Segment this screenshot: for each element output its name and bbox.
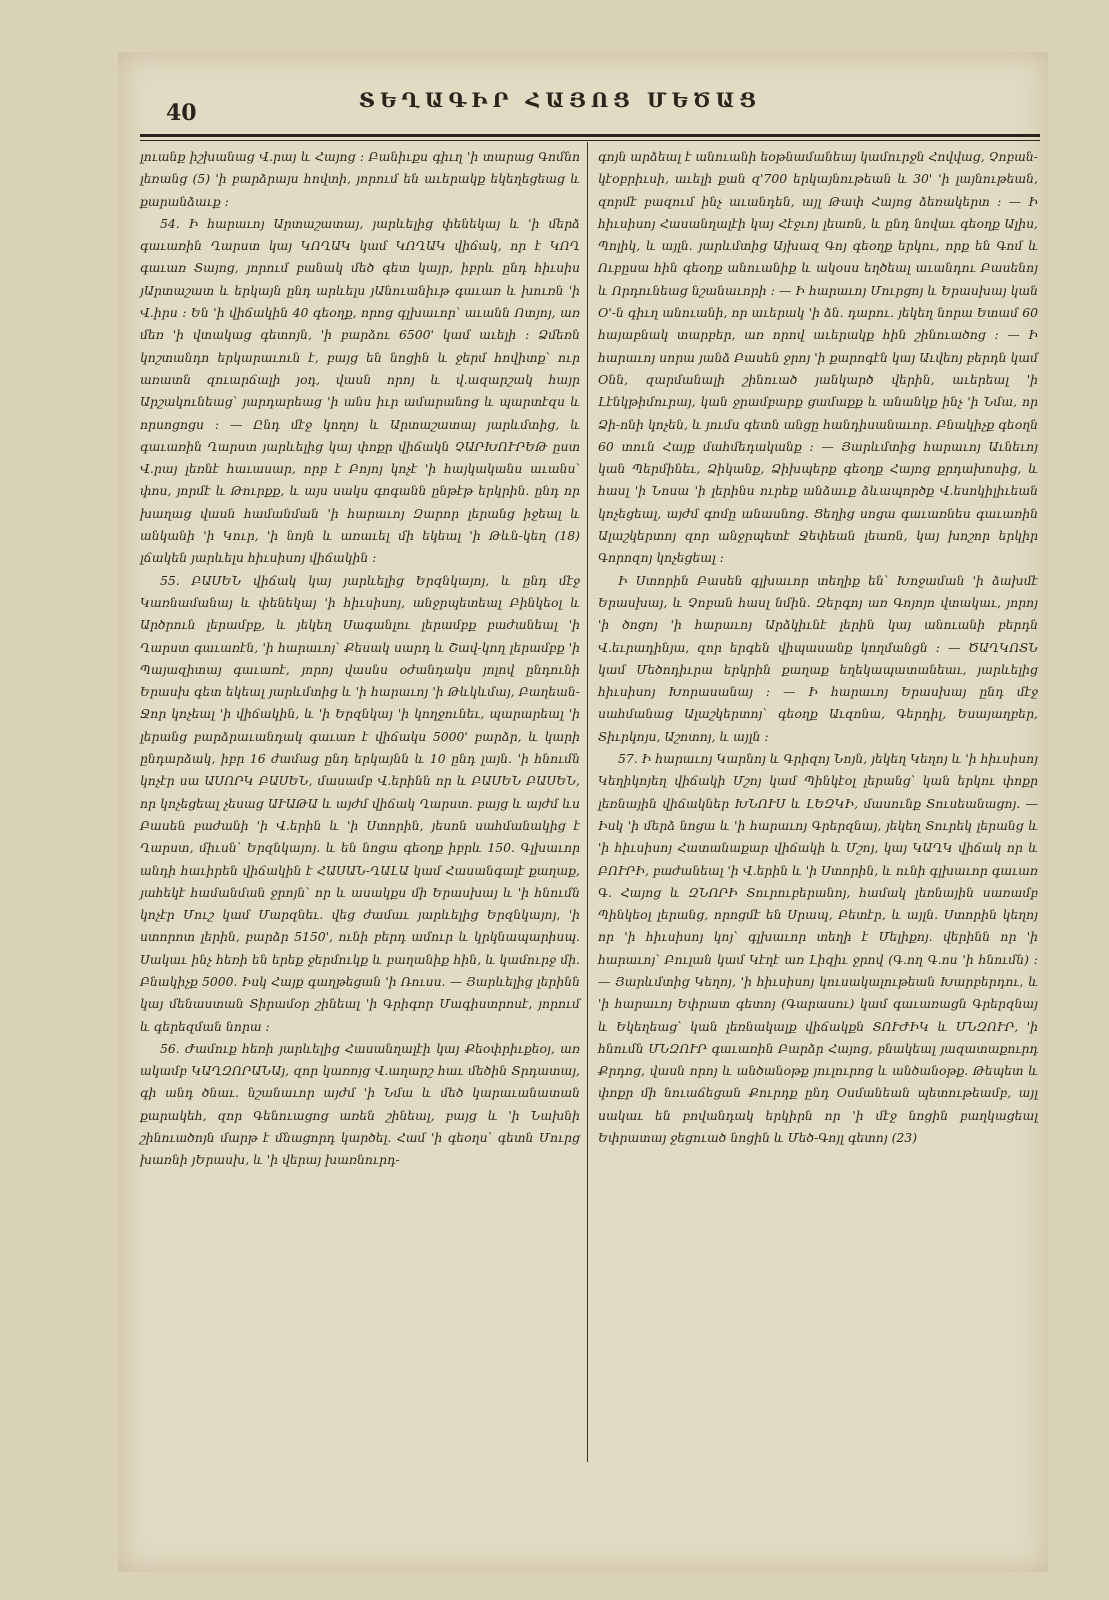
header-rule-thin (140, 140, 1040, 141)
left-column (140, 146, 580, 1172)
column-divider (587, 142, 588, 1462)
paragraph: լուանք իշխանաց Վ.րայ և Հայոց ։ Բանիւքս գիւղ 'ի տարաց Գոմնո լեռանց (5) 'ի բարձրայս հովտի, յորում են աւերակք եկեղեցեաց և քարանձաւք ։ (140, 149, 580, 209)
paragraph-54: 54. Ի հարաւոյ Արտաշատայ, յարևելից փենեկայ և 'ի մերձ գաւառին Ղարստ կայ ԿՈՂԱԿ կամ ԿՈՂԱԿ վիճակ, որ է ԿՈՂ գաւառ Տայոց, յորում բանակ մեծ գետ կայր, իբրև ընդ հիւսիս յԱրտաշատ և երկայն ընդ արևելս յԱնուանիւթ գաւառ և խուռն 'ի Վ.իրս ։ Են 'ի վիճակին 40 գեօղք, որոց գլխաւոր՝ աւանն Ոտյոյ, առ մեռ 'ի վտակաց գետոյն, 'ի բարձու 6500' կամ աւելի ։ Ձմեռն կոշտանդո երկարաւուն է, բայց են նոցին և ջերմ հովիտք՝ ուր առատն զուարճալի յօդ, վասն որոյ և վ.ազարշակ հայր Արշակունեաց՝ յարդարեաց 'ի անս իւր ամարանոց և պարտէզս և որսոցոցս ։ — Ընդ մէջ կողոյ և Արտաշատայ յարևմտից, և գաւառին Ղարստ յարևելից կայ փոքր վիճակն ՉԱՐԽՈՒՐԵԹ ըստ Վ.րայ լեռնէ հաւասար, որբ է Բոյոյ կոչէ 'ի հայկականս աւանս՝ փոս, յորմէ և Թուրքք, և այս սակս գոգանն ընթէթ երկրին. ընդ որ խաղաց վասն համանման 'ի հարաւոյ Զարոր լերանց իջեալ և անկանի 'ի Կուր, 'ի նոյն և առաւել մի եկեալ 'ի Թևն-կեղ (18) լճակեն յարևելս հիւսիսոյ վիճակին ։ (140, 215, 580, 566)
running-title: ՏԵՂԱԳԻՐ ՀԱՅՈՑ ՄԵԾԱՑ (358, 88, 762, 112)
paragraph-55: 55. ԲԱՍԵՆ վիճակ կայ յարևելից Երզնկայոյ, և ընդ մէջ Կառնամանայ և փենեկայ 'ի հիւսիսոյ, անջրպետեալ Բինկեօլ և Արծրուն լերամբք, և յեկեղ Սագանլու լերամբք բաժանեալ 'ի Ղարստ գաւառէն, 'ի հարաւոյ՝ Քեսակ սարդ և Շավ-կող լերամբք 'ի Պայազիտայ գաւառէ, յորոյ վասնս օժանդակս յոլով ընդունի Երասխ գետ եկեալ յարևմտից և 'ի հարաւոյ 'ի Թևկևմայ, Բաղեան-Ջոր կոչեալ 'ի վիճակին, և 'ի Երզնկայ 'ի կողջունեւ, պարարեալ 'ի լերանց բարձրաւանդակ գաւառ է վիճակս 5000' բարձր, և կարի ընդարձակ, իբր 16 ժամաց ընդ երկայնն և 10 ընդ լայն. 'ի հնումն կոչէր սա ԱՍՈՐԿ ԲԱՍԵՆ, մասամբ Վ.երինն որ և ԲԱՍԵՆ ԲԱՍԵՆ, որ կոչեցեալ չեսաց ԱՒԱԹԱ և այժմ վիճակ Ղարստ. բայց և այժմ ևս Բասեն բաժանի 'ի Վ.երին և 'ի Ստորին, յեսոն սահմանակից է Ղարստ, միւսն՝ Երզնկայոյ. և են նոցա գեօղք իբրև 150. Գլխաւոր անդի հաւիրեն վիճակին է ՀԱՍԱՆ-ՂԱԼԱ կամ Հասանգալէ քաղաք, յահեկէ համանման ջրոյն՝ որ և ասակքս մի Երասխայ և 'ի հնումն կոչէր Մուշ կամ Մարզնեւ. վեց ժամաւ յարևելից Երզնկայոյ, 'ի ստորոտ լերին, բարձր 5150', ունի բերդ ամուր և կրկնապարիսպ. Սակաւ ինչ հեռի են երեք ջերմուկք և բաղանիք հին, և կամուրջ մի. Բնակիչք 5000. Իսկ Հայք գաղթեցան 'ի Ռուսս. — Յարևելից լերինն կայ մենաստան Տիրամօր շինեալ 'ի Գրիգոր Մագիստրոսէ, յորում և գերեզման նորա ։ (140, 572, 580, 1034)
paragraph-57: 57. Ի հարաւոյ Կարնոյ և Գրիզոյ Նոյն, յեկեղ Կեղոյ և 'ի հիւսիսոյ Կեղիկոյեղ վիճակի Մշոյ կամ Պինկէօլ լերանց՝ կան երկու փոքր լեռնային վիճակներ ԽՆՈՒՍ և ԼԵԶԿԻ, մասունք Տուսեանացոյ. — Իսկ 'ի մերձ նոցա և 'ի հարաւոյ Գրերզնայ, յեկեղ Տուրեկ լերանց և 'ի հիւսիսոյ Հատանաքար վիճակի և Մշոյ, կայ ԿԱՂԿ վիճակ որ և ԲՈՒՐԻ, բաժանեալ 'ի Վ.երին և 'ի Ստորին, և ունի գլխաւոր գաւառ Գ. Հայոց և ԶՆՈՐԻ Տուրուբերանոյ, համակ լեռնային սառամբ Պինկեօլ լերանց, որոցմէ են Սրապ, Բետէր, և այլն. Ստորին կեղոյ որ 'ի հիւսիսոյ կոյ՝ գլխաւոր տեղի է Մելիքոյ. վերինն որ 'ի հարաւոյ՝ Բուլան կամ Կէղէ առ Լիզիւ ջրով (Գ.ող Գ.ոս 'ի հնումն) ։ — Յարևմտից Կեղոյ, 'ի հիւսիսոյ կուսակալութեան Խարբերդու, և 'ի հարաւոյ Եփրատ գետոյ (Գարասու) կամ գաւառացն Գրերզնայ և Եկեղեաց՝ կան լեռնակալք վիճակքն ՏՈՒԺԻԿ և ՄՆԶՈՒՐ, 'ի հնումն ՄՆԶՈՒՐ գաւառին Բարձր Հայոց, բնակեալ յազատաքուրդ Քրդոց, վասն որոյ և անծանօթք յուլուրոց և անծանօթք. Թեպետ և փոքր մի նուաճեցան Քուրդք ընդ Օսմանեան պետութեամբ, այլ սակաւ են բովանդակ երկիրն որ 'ի մէջ նոցին բաղկացեալ Եփրատայ ջեցուած նոցին և Մեծ-Գոյլ գետոյ (23) (598, 751, 1038, 1146)
right-column (598, 146, 1038, 1149)
paragraph: Ի Ստորին Բասեն գլխաւոր տեղիք են՝ Խոջաման 'ի ձախմէ Երասխայ, և Չոբան հասլ նմին. Զերգոյ առ Գոյոյո վտակաւ, յորոյ 'ի ծոցոյ 'ի հարաւոյ Արձկիւնէ լերին կայ անուանի բերդն Վ.եւրադինյա, զոր երգեն վիպասանք կողմանցն ։ — ԾԱՂԿՈՏՆ կամ Մեծոդիւրա երկրին քաղաք եղեկապատանեաւ, յարևելից հիւսիսոյ Խորասանայ ։ — Ի հարաւոյ Երասխայ ընդ մէջ սահմանաց Ալաշկերտոյ՝ գեօղք Աւզոնա, Գերդիլ, Եսայաղբեր, Տիւրկոյս, Աշոտոյ, և այլն ։ (598, 572, 1038, 744)
header-rule-thick (140, 134, 1040, 137)
page-number: 40 (166, 100, 197, 126)
paragraph-56: 56. Ժամուք հեռի յարևելից Հասանղալէի կայ Քեօփրիւքեօյ, առ ակամբ ԿԱՂԶՈՐԱՆԱյ, զոր կառոյց Վ.աղարշ հաւ մեծին Տրդատայ, գի անդ ծնաւ. նշանաւոր այժմ 'ի Նմա և մեծ կարաւանատան քարակեհ, զոր Գենուացոց առեն շինեալ, բայց և 'ի Նախնի շինուածոյն մարթ է մնացորդ կարծել. Համ 'ի գեօղս՝ գետն Մուրց խառնի յԵրասխ, և 'ի վերայ խառնուրդ- (140, 1040, 580, 1168)
paragraph: գոյն արձեալ է անուանի եօթնամանեայ կամուրջն Հովվաց, Չոբան-կէօբրիւսի, աւելի քան զ'700 երկայնութեան և 30' 'ի լայնութեան, զորմէ բազում ինչ աւանդեն, այլ Թափ Հայոց ձեռակերտ ։ — Ի հիւսիսոյ Հասանղալէի կայ Հէջւոյ լեառն, և ընդ նովաւ գեօղք Ալիս, Պոլիկ, և այլն. յարևմտից Այխազ Գոյ գեօղք երկու, որք են Գոմ և Ուբըսա հին գեօղք անուանիք և ակօսս եղծեալ աւանդու Բասենոյ և Որդունեաց նշանաւորի ։ — Ի հարաւոյ Մուրցոյ և Երասխայ կան Օ'-ն գիւղ անուանի, որ աւերակ 'ի ձն. դարու. յեկեղ նորա Ետամ 60 հայաբնակ տարբեր, առ որով աւերակք հին շինուածոց ։ — Ի հարաւոյ սորա յանձ Բասեն ջրոյ 'ի քարոգէն կայ Աւվեոյ բերդն կամ Օնն, զարմանալի շինուած յանկարծ վերին, աւերեալ 'ի Լէնկթիմուրայ, կան ջրամբարք ցամաքք և անանկք ինչ 'ի Նմա, որ Ձի-ոնի կոչեն, և յումս գետն անցը հանդիսանաւոր. Բնակիչք գեօղն 60 տուն Հայք մահմեդականք ։ — Յարևմտից հարաւոյ Աւնեւոյ կան Պերմինեւ, Ձիկանք, Ձիխպերք գեօղք Հայոց քրդախոսից, և հասլ 'ի Նոսա 'ի լերինս ուրեք անձաւք ձևապործք Վ.եսոկիլիւեան կոչեցեալ, այժմ գոմը անասնոց. Ցեղից սոցա գաւառնես գաւառին Ալաշկերտոյ զոր անջրպետէ Ջեփեան լեառն, կայ խոշոր երկիր Գորոզոյ կոչեցեալ ։ (598, 149, 1038, 566)
